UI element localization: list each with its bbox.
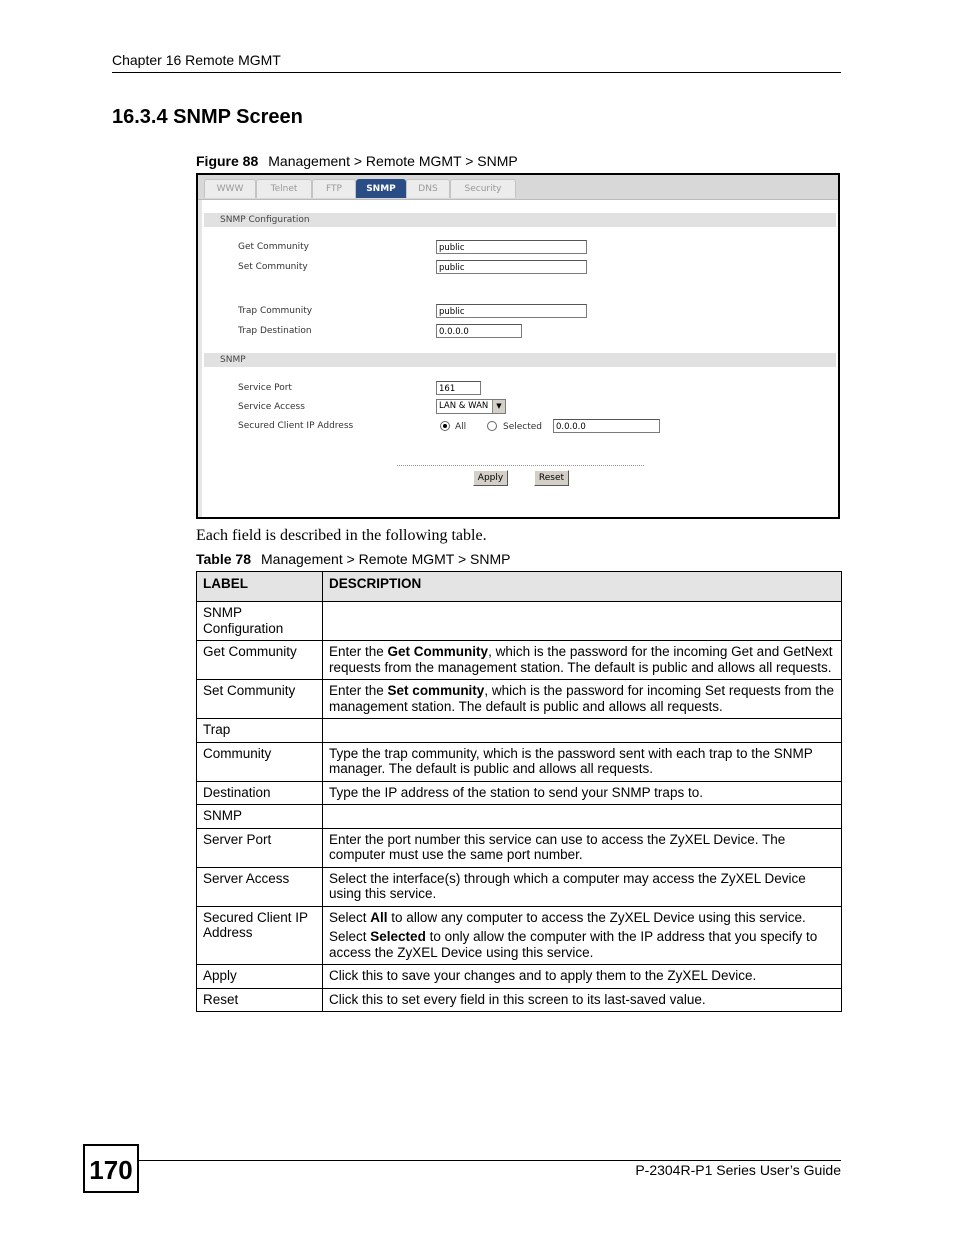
row-description-text-2: Select Selected to only allow the computer with the IP address that you specify to access the ZyXEL Device using this service.: [329, 929, 818, 960]
table-row: [197, 719, 842, 743]
table-row: [197, 781, 842, 805]
secured-client-label: Secured Client IP Address: [238, 421, 354, 431]
row-description: [323, 906, 842, 965]
bold-term: All: [370, 909, 388, 925]
secured-client-ip-input[interactable]: 0.0.0.0: [553, 419, 660, 433]
bold-term: Set community: [387, 683, 485, 698]
page-number: 170: [83, 1144, 139, 1193]
row-description-text: Select All to allow any computer to access the ZyXEL Device using this service.: [329, 909, 806, 925]
service-access-label: Service Access: [238, 402, 305, 412]
row-description-text: Type the IP address of the station to send your SNMP traps to.: [329, 784, 703, 800]
table-row: [197, 867, 842, 906]
reset-button[interactable]: Reset: [534, 470, 569, 486]
row-description: [323, 602, 842, 641]
row-label: Server Port: [197, 828, 323, 867]
service-access-select[interactable]: [436, 399, 506, 414]
row-description-text: Enter the port number this service can use to access the ZyXEL Device. The computer must use the same port number.: [329, 831, 786, 862]
get-community-input[interactable]: public: [436, 240, 587, 254]
table-row: [197, 602, 842, 641]
tab-bar: [198, 175, 838, 200]
snmp-band: [204, 353, 836, 367]
figure-caption: [196, 153, 518, 169]
intro-text: Each field is described in the following table.: [196, 527, 487, 544]
table-caption-text: Management > Remote MGMT > SNMP: [261, 551, 511, 567]
row-description: [323, 680, 842, 719]
row-description-text: Select the interface(s) through which a computer may access the ZyXEL Device using this service.: [329, 870, 806, 901]
tab-ftp[interactable]: FTP: [312, 179, 356, 198]
table-label: Table 78: [196, 551, 251, 567]
row-description-text: Enter the Set community, which is the password for incoming Set requests from the management station. The default is public and allows all requests.: [329, 683, 834, 714]
description-table: [196, 571, 842, 1012]
row-description-text: Type the trap community, which is the password sent with each trap to the SNMP manager. The default is public and allows all requests.: [329, 745, 813, 776]
row-label: Set Community: [197, 680, 323, 719]
table-row: [197, 828, 842, 867]
radio-selected[interactable]: [487, 421, 497, 431]
tab-security[interactable]: Security: [450, 179, 516, 198]
row-description: [323, 719, 842, 743]
figure-label: Figure 88: [196, 153, 259, 169]
footer-rule: [139, 1160, 841, 1161]
radio-all[interactable]: [440, 421, 450, 431]
table-row: [197, 988, 842, 1012]
guide-title: P-2304R-P1 Series User’s Guide: [635, 1162, 841, 1178]
set-community-label: Set Community: [238, 262, 308, 272]
row-label: SNMP: [197, 805, 323, 829]
radio-all-label: All: [455, 422, 467, 432]
row-description: [323, 867, 842, 906]
row-description: [323, 641, 842, 680]
row-description: [323, 965, 842, 989]
row-description: [323, 828, 842, 867]
header-description: DESCRIPTION: [323, 572, 842, 602]
row-label: SNMP Configuration: [197, 602, 323, 641]
trap-destination-label: Trap Destination: [238, 326, 312, 336]
row-description: [323, 988, 842, 1012]
row-description-text: Click this to save your changes and to apply them to the ZyXEL Device.: [329, 968, 757, 983]
snmp-heading: SNMP: [220, 355, 246, 365]
chevron-down-icon[interactable]: ▼: [492, 400, 505, 413]
get-community-label: Get Community: [238, 242, 309, 252]
row-description-text: Enter the Get Community, which is the password for the incoming Get and GetNext requests from the management station. The default is public and allows all requests.: [329, 644, 833, 675]
row-description: [323, 781, 842, 805]
table-row: [197, 805, 842, 829]
row-label: Server Access: [197, 867, 323, 906]
service-port-input[interactable]: 161: [436, 381, 481, 395]
row-label: Apply: [197, 965, 323, 989]
set-community-input[interactable]: public: [436, 260, 587, 274]
row-description: [323, 742, 842, 781]
row-description-text: Click this to set every field in this screen to its last-saved value.: [329, 991, 706, 1007]
service-access-value: LAN & WAN: [439, 401, 489, 411]
row-label: Get Community: [197, 641, 323, 680]
header-rule: [112, 72, 841, 73]
row-label: Destination: [197, 781, 323, 805]
snmp-screenshot: [196, 173, 840, 519]
header-label: LABEL: [197, 572, 323, 602]
table-row: [197, 965, 842, 989]
tab-telnet[interactable]: Telnet: [256, 179, 312, 198]
row-label: Trap: [197, 719, 323, 743]
row-label: Secured Client IP Address: [197, 906, 323, 965]
row-label: Community: [197, 742, 323, 781]
bold-term: Selected: [370, 929, 426, 944]
snmp-configuration-heading: SNMP Configuration: [220, 215, 310, 225]
table-row: [197, 680, 842, 719]
table-row: [197, 641, 842, 680]
section-title: 16.3.4 SNMP Screen: [112, 106, 303, 128]
row-description: [323, 805, 842, 829]
row-label: Reset: [197, 988, 323, 1012]
trap-community-label: Trap Community: [238, 306, 313, 316]
table-body: [197, 602, 842, 1012]
table-row: [197, 906, 842, 965]
figure-caption-text: Management > Remote MGMT > SNMP: [268, 153, 518, 169]
divider: [397, 465, 644, 466]
radio-selected-label: Selected: [503, 422, 543, 432]
chapter-header: Chapter 16 Remote MGMT: [112, 52, 281, 68]
trap-destination-input[interactable]: 0.0.0.0: [436, 324, 522, 338]
bold-term: Get Community: [387, 644, 489, 659]
table-row: [197, 742, 842, 781]
apply-button[interactable]: Apply: [473, 470, 508, 486]
tab-dns[interactable]: DNS: [406, 179, 450, 198]
tab-www[interactable]: WWW: [204, 179, 256, 198]
service-port-label: Service Port: [238, 383, 292, 393]
trap-community-input[interactable]: public: [436, 304, 587, 318]
table-header-row: [197, 572, 842, 602]
table-caption: [196, 551, 511, 567]
tab-snmp[interactable]: SNMP: [356, 179, 406, 198]
left-scroll-edge: [198, 200, 202, 517]
